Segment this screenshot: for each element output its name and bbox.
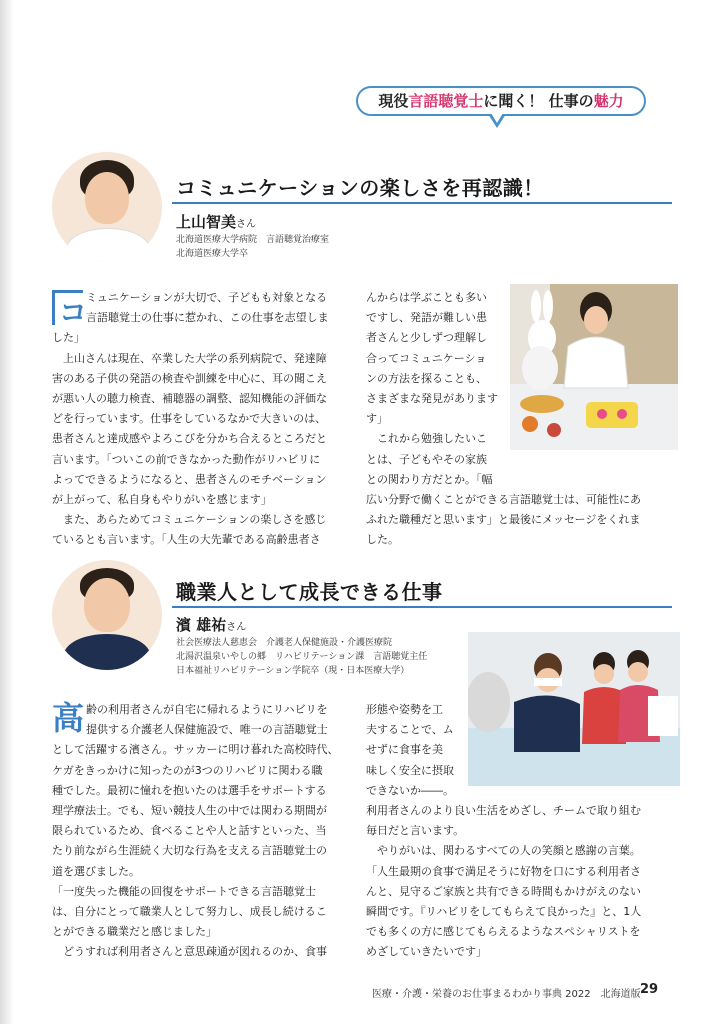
section2-affiliation: 社会医療法人慈恵会 介護老人保健施設・介護医療院 北湯沢温泉いやしの郷 リハビリテーション課 言語聴覚主任 日本福祉リハビリテーション学院卒（現・日本医療大学） <box>176 638 428 676</box>
section2-dropcap: 高 <box>52 699 85 737</box>
photo-therapy-session <box>510 284 678 450</box>
section1-column2: んからは学ぶことも多い ですし、発語が難しい患 者さんと少しずつ理解し 合ってコミュニケーショ ンの方法を探ることも、 さまざまな発見があります す」 これから勉強したいこ とは、子どもやその家族 との関わり方だとか。「幅 広い分野で働くことができる言語聴覚士は、可能性にあ ふれた職種だと思います」と最後にメッセージをくれま した。 <box>366 291 641 547</box>
section2-headline: 職業人として成長できる仕事 <box>176 580 443 604</box>
page-number: 29 <box>640 982 659 997</box>
section1-dropcap: コ <box>52 290 83 325</box>
section1-person-name: 上山智美さん <box>176 213 257 231</box>
section1-affiliation: 北海道医療大学病院 言語聴覚治療室 北海道医療大学卒 <box>176 235 330 259</box>
section2-headline-rule <box>172 606 672 608</box>
section2-column1: 齢の利用者さんが自宅に帰れるようにリハビリを 提供する介護老人保健施設で、唯一の言語聴覚士 として活躍する濱さん。サッカーに明け暮れた高校時代、 ケガをきっかけに知ったのが3つのリハビリに関わる職 種でした。最初に憧れを抱いたのは選手をサポートする 理学療法士。でも、短い競技人生の中では関わる期間が 限られているため、食べることや人と話すといった、当 たり前ながら生涯続く大切な行為を支える言語聴覚士の 道を選びました。 「一度失った機能の回復をサポートできる言語聴覚士 は、自分にとって職業人として努力し、成長し続けるこ とができる職業だと感じました」 どうすれば利用者さんと意思疎通が図れるのか、食事 <box>52 703 339 959</box>
section1-headline-rule <box>172 202 672 204</box>
banner-tail-inner <box>491 113 503 123</box>
footer-publication: 医療・介護・栄養のお仕事まるわかり事典 2022 北海道版 <box>372 989 641 1000</box>
avatar-kamiyama <box>52 152 162 262</box>
section2-column2: 形態や姿勢を工 夫することで、ム せずに食事を美 味しく安全に摂取 できないか――。 利用者さんのより良い生活をめざし、チームで取り組む 毎日だと言います。 やりがいは、関わるすべての人の笑顔と感謝の言葉。 「人生最期の食事で満足そうに好物を口にする利用者さ んと、見守るご家族と共有できる時間もかけがえのない 瞬間です。『リハビリをしてもらえて良かった』と、1人 でも多くの方に感じてもらえるようなスペシャリストを めざしていきたいです」 <box>366 703 642 959</box>
page-binding-shadow <box>0 0 14 1024</box>
avatar-hama <box>52 560 162 670</box>
section1-column1: ミュニケーションが大切で、子どもも対象となる 言語聴覚士の仕事に惹かれ、この仕事を志望しま した」 上山さんは現在、卒業した大学の系列病院で、発達障 害のある子供の発語の検査や訓練を中心に、耳の聞こえ が悪い人の聴力検査、補聴器の調整、認知機能の評価な どを行っています。仕事をしているなかで大きいのは、 患者さんと達成感やよろこびを分かち合えるところだと 言います。「ついこの前できなかった動作がリハビリに よってできるようになると、患者さんのモチベーション が上がって、私自身もやりがいを感じます」 また、あらためてコミュニケーションの楽しさを感じ ているとも言います。「人生の大先輩である高齢患者さ <box>52 291 329 547</box>
photo-therapy-illustration <box>510 284 678 450</box>
section2-person-name: 濱 雄祐さん <box>176 616 247 634</box>
series-banner <box>356 86 646 116</box>
section1-headline: コミュニケーションの楽しさを再認識！ <box>176 176 544 200</box>
banner-title: 現役言語聴覚士に聞く！ 仕事の魅力 <box>378 92 624 110</box>
